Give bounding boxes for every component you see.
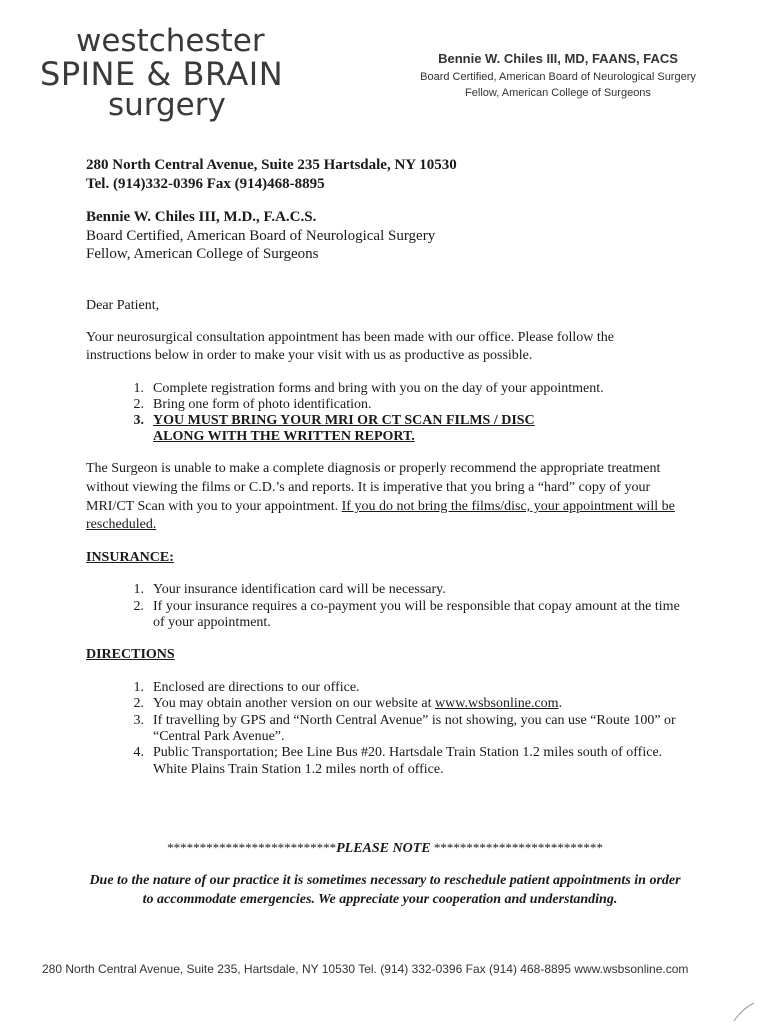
mri-requirement-text-cont: ALONG WITH THE WRITTEN REPORT. bbox=[153, 429, 415, 444]
reschedule-warning: If you do not bring the films/disc, your appointment will be bbox=[341, 499, 675, 514]
doctor-certification: Board Certified, American Board of Neurological Surgery bbox=[86, 228, 436, 244]
header-board-certified: Board Certified, American Board of Neurological Surgery bbox=[420, 71, 696, 83]
list-number: 2. bbox=[133, 696, 144, 711]
note-line-1: Due to the nature of our practice it is sometimes necessary to reschedule patient appointments in order bbox=[89, 873, 681, 888]
list-text-end: . bbox=[558, 696, 563, 711]
surgeon-para-line-3a: MRI/CT Scan with you to your appointment. bbox=[86, 499, 342, 514]
list-item bbox=[122, 397, 372, 413]
please-note-label: PLEASE NOTE bbox=[336, 841, 431, 856]
list-text: If travelling by GPS and “North Central Avenue” is not showing, you can use “Route 100” or bbox=[153, 713, 676, 728]
footer-contact: 280 North Central Avenue, Suite 235, Hartsdale, NY 10530 Tel. (914) 332-0396 Fax (914) 468-8895 www.wsbsonline.com bbox=[42, 962, 689, 976]
list-item bbox=[122, 381, 604, 397]
list-text: Enclosed are directions to our office. bbox=[153, 680, 360, 695]
list-text: Public Transportation; Bee Line Bus #20. Hartsdale Train Station 1.2 miles south of office. bbox=[153, 745, 663, 760]
doctor-fellowship: Fellow, American College of Surgeons bbox=[86, 246, 319, 262]
mri-requirement-text: YOU MUST BRING YOUR MRI OR CT SCAN FILMS / DISC bbox=[153, 413, 535, 428]
list-text: Your insurance identification card will be necessary. bbox=[153, 582, 446, 597]
list-text: You may obtain another version on our website at bbox=[153, 696, 436, 711]
list-text: Bring one form of photo identification. bbox=[153, 397, 372, 412]
surgeon-para-line-1: The Surgeon is unable to make a complete diagnosis or properly recommend the appropriate treatment bbox=[86, 461, 661, 476]
list-number: 2. bbox=[133, 599, 144, 614]
surgeon-para-line-3 bbox=[86, 499, 675, 515]
list-number: 3. bbox=[133, 713, 144, 728]
list-number: 1. bbox=[133, 381, 144, 396]
phone-fax-line: Tel. (914)332-0396 Fax (914)468-8895 bbox=[86, 176, 325, 192]
list-number: 3. bbox=[133, 413, 144, 428]
directions-heading: DIRECTIONS bbox=[86, 647, 175, 662]
list-item bbox=[122, 680, 360, 696]
logo-line-surgery: surgery bbox=[108, 87, 226, 123]
address-line: 280 North Central Avenue, Suite 235 Hartsdale, NY 10530 bbox=[86, 157, 457, 173]
list-number: 4. bbox=[133, 745, 144, 760]
website-link[interactable]: www.wsbsonline.com bbox=[435, 696, 559, 711]
list-text-cont: “Central Park Avenue”. bbox=[153, 729, 285, 744]
intro-line-2: instructions below in order to make your visit with us as productive as possible. bbox=[86, 348, 533, 363]
list-text: Complete registration forms and bring with you on the day of your appointment. bbox=[153, 381, 604, 396]
surgeon-para-line-2: without viewing the films or C.D.’s and reports. It is imperative that you bring a “hard” copy of your bbox=[86, 480, 651, 495]
reschedule-warning-cont: rescheduled. bbox=[86, 517, 157, 532]
list-text-cont: White Plains Train Station 1.2 miles north of office. bbox=[153, 762, 444, 777]
logo-line-spine-brain: SPINE & BRAIN bbox=[40, 55, 284, 93]
doctor-name: Bennie W. Chiles III, M.D., F.A.C.S. bbox=[86, 209, 317, 225]
please-note-banner bbox=[0, 840, 770, 857]
list-item bbox=[122, 582, 446, 598]
header-doctor-name: Bennie W. Chiles III, MD, FAANS, FACS bbox=[438, 51, 678, 66]
list-number: 1. bbox=[133, 680, 144, 695]
list-text-cont: of your appointment. bbox=[153, 615, 271, 630]
list-item bbox=[122, 696, 562, 712]
list-number: 2. bbox=[133, 397, 144, 412]
salutation: Dear Patient, bbox=[86, 298, 160, 313]
insurance-heading: INSURANCE: bbox=[86, 550, 174, 565]
stars-left: ************************** bbox=[167, 840, 337, 855]
list-item bbox=[122, 745, 662, 761]
intro-line-1: Your neurosurgical consultation appointment has been made with our office. Please follow the bbox=[86, 330, 615, 345]
page-corner-mark bbox=[732, 995, 762, 1024]
list-item bbox=[122, 713, 676, 729]
logo-line-westchester: westchester bbox=[76, 23, 265, 59]
stars-right: ************************** bbox=[433, 840, 603, 855]
header-fellow: Fellow, American College of Surgeons bbox=[465, 87, 651, 99]
list-item-mri bbox=[122, 413, 535, 429]
list-text: If your insurance requires a co-payment you will be responsible that copay amount at the time bbox=[153, 599, 680, 614]
note-line-2: to accommodate emergencies. We appreciate your cooperation and understanding. bbox=[142, 892, 618, 907]
list-item bbox=[122, 599, 680, 615]
list-number: 1. bbox=[133, 582, 144, 597]
